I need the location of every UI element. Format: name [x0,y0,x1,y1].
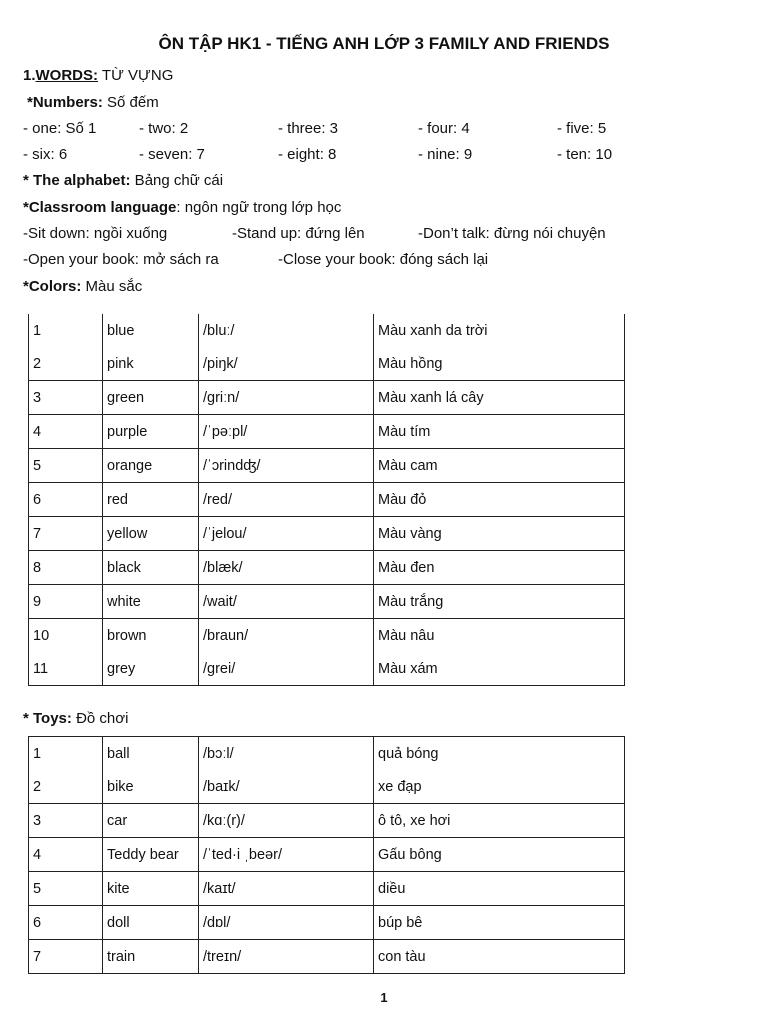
colors-heading-vi: Màu sắc [81,278,143,295]
pronunciation: /dɒl/ [199,906,374,940]
words-heading-label: WORDS: [35,67,99,84]
pronunciation: /kɑː(r)/ [199,804,374,838]
english-word: Teddy bear [103,838,199,872]
classroom-heading [23,199,341,216]
page-number: 1 [380,990,388,1005]
alphabet-heading [23,172,223,189]
table-row [29,449,625,483]
classroom-phrase: -Close your book: đóng sách lại [278,251,489,268]
alphabet-heading-vi: Bảng chữ cái [130,172,224,189]
vietnamese-meaning: Màu đen [374,551,625,585]
english-word: orange [103,449,199,483]
table-row [29,906,625,940]
row-number: 1 [29,314,103,347]
vietnamese-meaning: Màu xám [374,652,625,686]
row-number: 2 [29,347,103,381]
number-item: - three: 3 [278,120,339,137]
row-number: 2 [29,770,103,804]
english-word: car [103,804,199,838]
table-row [29,770,625,804]
row-number: 8 [29,551,103,585]
table-row [29,381,625,415]
vietnamese-meaning: con tàu [374,940,625,974]
number-item: - one: Số 1 [23,120,97,137]
english-word: pink [103,347,199,381]
table-row [29,737,625,771]
number-item: - seven: 7 [139,146,205,163]
row-number: 5 [29,872,103,906]
row-number: 7 [29,517,103,551]
pronunciation: /treɪn/ [199,940,374,974]
vietnamese-meaning: Màu hồng [374,347,625,381]
row-number: 9 [29,585,103,619]
table-row [29,551,625,585]
classroom-phrase: -Don’t talk: đừng nói chuyện [418,225,606,242]
table-row [29,585,625,619]
english-word: black [103,551,199,585]
english-word: brown [103,619,199,653]
row-number: 1 [29,737,103,771]
classroom-phrase: -Sit down: ngồi xuống [23,225,168,242]
colors-heading-label: *Colors: [23,278,82,295]
toys-heading [23,710,128,727]
table-row [29,483,625,517]
english-word: yellow [103,517,199,551]
table-row [29,652,625,686]
vietnamese-meaning: Màu đỏ [374,483,625,517]
pronunciation: /braun/ [199,619,374,653]
toys-heading-vi: Đồ chơi [71,710,129,727]
classroom-heading-vi: : ngôn ngữ trong lớp học [176,199,342,216]
pronunciation: /red/ [199,483,374,517]
vietnamese-meaning: quả bóng [374,737,625,771]
pronunciation: /ˈted·i ˌbeər/ [199,838,374,872]
pronunciation: /griːn/ [199,381,374,415]
english-word: green [103,381,199,415]
pronunciation: /kaɪt/ [199,872,374,906]
numbers-heading-vi: Số đếm [102,94,159,111]
numbers-heading-label: *Numbers: [27,94,103,111]
pronunciation: /grei/ [199,652,374,686]
english-word: doll [103,906,199,940]
row-number: 4 [29,838,103,872]
pronunciation: /bɔːl/ [199,737,374,771]
english-word: red [103,483,199,517]
vietnamese-meaning: búp bê [374,906,625,940]
vietnamese-meaning: Màu nâu [374,619,625,653]
table-row [29,872,625,906]
number-item: - eight: 8 [278,146,337,163]
alphabet-heading-label: * The alphabet: [23,172,131,189]
number-item: - ten: 10 [557,146,613,163]
vietnamese-meaning: xe đạp [374,770,625,804]
row-number: 3 [29,804,103,838]
vietnamese-meaning: Màu vàng [374,517,625,551]
number-item: - two: 2 [139,120,189,137]
vietnamese-meaning: Màu xanh lá cây [374,381,625,415]
table-row [29,804,625,838]
pronunciation: /ˈjelou/ [199,517,374,551]
number-item: - four: 4 [418,120,470,137]
words-heading [23,67,173,84]
vietnamese-meaning: diều [374,872,625,906]
row-number: 7 [29,940,103,974]
pronunciation: /piŋk/ [199,347,374,381]
classroom-heading-label: *Classroom language [23,199,177,216]
english-word: blue [103,314,199,347]
vietnamese-meaning: Gấu bông [374,838,625,872]
table-row [29,940,625,974]
row-number: 6 [29,906,103,940]
english-word: purple [103,415,199,449]
pronunciation: /baɪk/ [199,770,374,804]
vietnamese-meaning: Màu tím [374,415,625,449]
pronunciation: /ˈɔrindʤ/ [199,449,374,483]
row-number: 3 [29,381,103,415]
toys-heading-label: * Toys: [23,710,72,727]
numbers-heading [27,94,159,111]
colors-table [28,314,625,686]
row-number: 6 [29,483,103,517]
pronunciation: /wait/ [199,585,374,619]
pronunciation: /bluː/ [199,314,374,347]
row-number: 5 [29,449,103,483]
english-word: train [103,940,199,974]
vietnamese-meaning: Màu trắng [374,585,625,619]
table-row [29,347,625,381]
table-row [29,619,625,653]
words-heading-vi: TỪ VỰNG [98,67,174,84]
words-heading-num: 1. [23,67,36,84]
document-title: ÔN TẬP HK1 - TIẾNG ANH LỚP 3 FAMILY AND FRIENDS [158,34,610,53]
pronunciation: /blæk/ [199,551,374,585]
row-number: 10 [29,619,103,653]
table-row [29,517,625,551]
english-word: grey [103,652,199,686]
number-item: - nine: 9 [418,146,473,163]
number-item: - five: 5 [557,120,607,137]
classroom-phrase: -Stand up: đứng lên [232,225,365,242]
classroom-phrase: -Open your book: mở sách ra [23,251,219,268]
english-word: ball [103,737,199,771]
colors-heading [23,278,142,295]
pronunciation: /ˈpəːpl/ [199,415,374,449]
row-number: 4 [29,415,103,449]
table-row [29,838,625,872]
table-row [29,415,625,449]
table-row [29,314,625,347]
english-word: white [103,585,199,619]
english-word: kite [103,872,199,906]
english-word: bike [103,770,199,804]
vietnamese-meaning: ô tô, xe hơi [374,804,625,838]
toys-table [28,736,625,974]
vietnamese-meaning: Màu cam [374,449,625,483]
vietnamese-meaning: Màu xanh da trời [374,314,625,347]
number-item: - six: 6 [23,146,68,163]
row-number: 11 [29,652,103,686]
